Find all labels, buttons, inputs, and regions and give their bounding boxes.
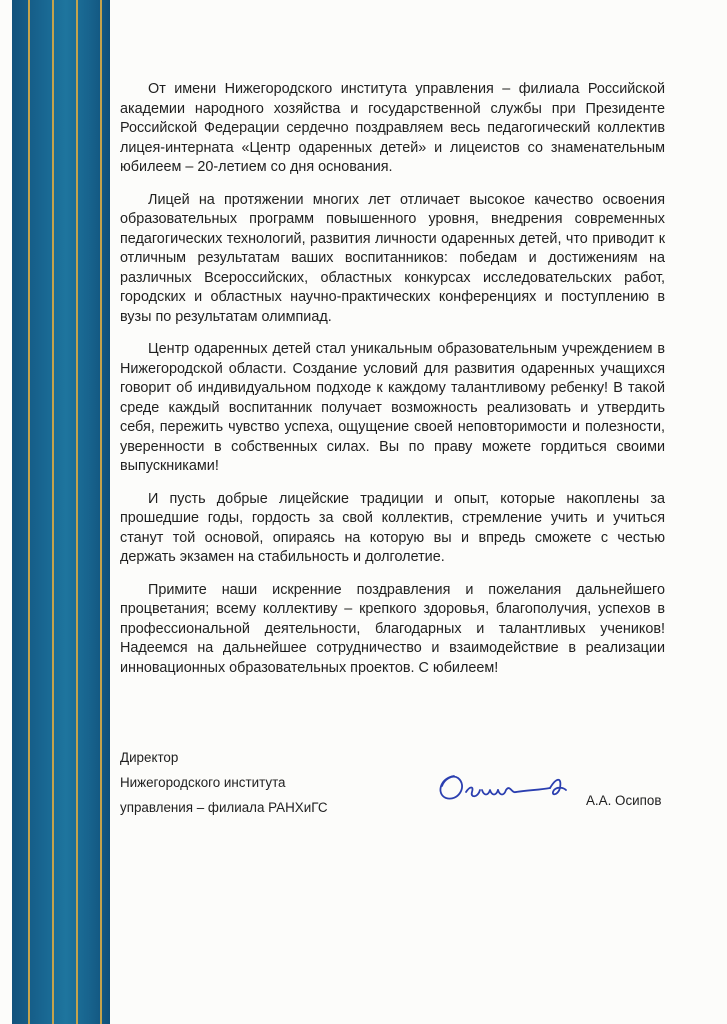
paragraph-3: Центр одаренных детей стал уникальным образовательным учреждением в Нижегородской области. Создание условий для развития одаренных учащихся говорит об индивидуальном подходе к каждому талантливому ребенку! В такой среде каждый воспитанник получает возможность реализовать и утвердить себя, пережить чувство успеха, ощущение своей неповторимости и полезности, уверенности в собственных силах. Вы по праву можете гордиться своими выпускниками! xyxy=(120,341,665,474)
signatory-position xyxy=(120,745,328,820)
gold-stripe xyxy=(28,0,30,1024)
paragraph-1: От имени Нижегородского института управления – филиала Российской академии народного хозяйства и государственной службы при Президенте Российской Федерации сердечно поздравляем весь педагогический коллектив лицея-интерната «Центр одаренных детей» и лицеистов со знаменательным юбилеем – 20-летием со дня основания. xyxy=(120,81,665,175)
paragraph-5: Примите наши искренние поздравления и пожелания дальнейшего процветания; всему коллективу – крепкого здоровья, благополучия, успехов в профессиональной деятельности, благодарных и талантливых учеников! Надеемся на дальнейшее сотрудничество и взаимодействие в реализации инновационных образовательных проектов. С юбилеем! xyxy=(120,581,665,676)
gold-stripe xyxy=(100,0,102,1024)
signer-name: А.А. Осипов xyxy=(586,793,662,808)
paragraph-4: И пусть добрые лицейские традиции и опыт, которые накоплены за прошедшие годы, гордость за свой коллектив, стремление учить и учиться станут той основой, опираясь на которую вы и впредь сможете с честью держать экзамен на стабильность и долголетие. xyxy=(120,490,665,565)
gold-stripe xyxy=(76,0,78,1024)
paragraph-2: Лицей на протяжении многих лет отличает высокое качество освоения образовательных программ повышенного уровня, внедрения современных педагогических технологий, развития личности одаренных детей, что приводит к отличным результатам ваших воспитанников: победам и достижениям на различных Всероссийских, областных конкурсах исследовательских работ, городских и областных научно-практических конференциях и поступлению в вузы по результатам олимпиад. xyxy=(120,191,665,325)
position-line-institute: Нижегородского института xyxy=(120,775,286,790)
handwritten-signature xyxy=(432,768,582,808)
gold-stripe xyxy=(52,0,54,1024)
decorative-side-band xyxy=(12,0,110,1024)
letter-body xyxy=(120,80,665,691)
position-line-title: Директор xyxy=(120,750,179,765)
position-line-branch: управления – филиала РАНХиГС xyxy=(120,800,328,815)
